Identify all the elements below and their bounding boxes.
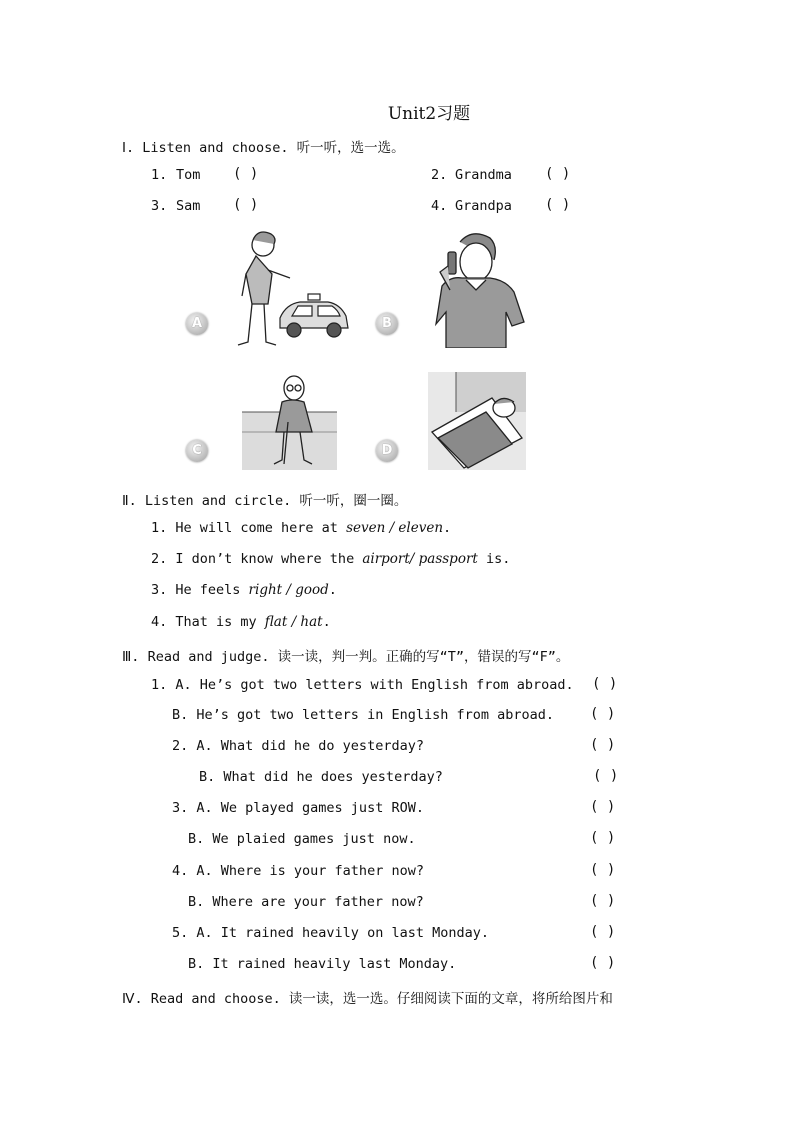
answer-blank[interactable]: ( )	[592, 676, 618, 692]
circle-item-end: .	[443, 520, 452, 536]
question-3-number: 3.	[151, 198, 168, 214]
judge-item-5a: 5. A. It rained heavily on last Monday.	[172, 925, 489, 941]
circle-item-4	[151, 614, 331, 630]
answer-blank[interactable]: ( )	[590, 893, 616, 909]
picture-label-a: A	[186, 313, 208, 335]
section-3-heading: Ⅲ. Read and judge. 读一读，判一判。正确的写“T”，错误的写“F”。	[122, 649, 570, 665]
question-2-number: 2.	[431, 167, 448, 183]
circle-choice[interactable]: airport/ passport	[362, 551, 478, 567]
question-1-name: Tom	[176, 167, 201, 183]
judge-item-2b: B. What did he does yesterday?	[199, 769, 443, 785]
section-2-heading: Ⅱ. Listen and circle. 听一听，圈一圈。	[122, 493, 408, 509]
answer-blank[interactable]: ( )	[233, 197, 259, 213]
judge-item-2a: 2. A. What did he do yesterday?	[172, 738, 424, 754]
circle-choice[interactable]: flat / hat	[264, 614, 323, 630]
old-man-with-cane-picture	[242, 372, 337, 470]
answer-blank[interactable]: ( )	[593, 768, 619, 784]
answer-blank[interactable]: ( )	[590, 955, 616, 971]
answer-blank[interactable]: ( )	[590, 830, 616, 846]
circle-item-text: 2. I don’t know where the	[151, 551, 363, 567]
question-1-number: 1.	[151, 167, 168, 183]
answer-blank[interactable]: ( )	[590, 799, 616, 815]
judge-item-3b: B. We plaied games just now.	[188, 831, 416, 847]
circle-choice[interactable]: right / good	[248, 582, 329, 598]
question-3-name: Sam	[176, 198, 201, 214]
answer-blank[interactable]: ( )	[233, 166, 259, 182]
question-4-number: 4.	[431, 198, 448, 214]
circle-item-1	[151, 520, 451, 536]
question-4-name: Grandpa	[455, 198, 512, 214]
circle-item-3	[151, 582, 337, 598]
question-2-name: Grandma	[455, 167, 512, 183]
picture-label-c: C	[186, 440, 208, 462]
boy-with-taxi-picture	[228, 230, 353, 350]
answer-blank[interactable]: ( )	[545, 197, 571, 213]
section-1-heading: Ⅰ. Listen and choose. 听一听，选一选。	[122, 140, 405, 156]
section-4-heading: Ⅳ. Read and choose. 读一读，选一选。仔细阅读下面的文章，将所给图片和	[122, 991, 613, 1007]
circle-choice[interactable]: seven / eleven	[346, 520, 444, 536]
judge-item-1a: 1. A. He’s got two letters with English from abroad.	[151, 677, 574, 693]
answer-blank[interactable]: ( )	[590, 862, 616, 878]
judge-item-4a: 4. A. Where is your father now?	[172, 863, 424, 879]
man-on-phone-picture	[428, 230, 533, 348]
judge-item-5b: B. It rained heavily last Monday.	[188, 956, 457, 972]
answer-blank[interactable]: ( )	[590, 737, 616, 753]
circle-item-text: 3. He feels	[151, 582, 249, 598]
circle-item-end: is.	[477, 551, 511, 567]
person-in-bed-picture	[428, 372, 526, 470]
answer-blank[interactable]: ( )	[590, 706, 616, 722]
circle-item-text: 1. He will come here at	[151, 520, 347, 536]
answer-blank[interactable]: ( )	[590, 924, 616, 940]
circle-item-2	[151, 551, 510, 567]
judge-item-3a: 3. A. We played games just ROW.	[172, 800, 424, 816]
judge-item-4b: B. Where are your father now?	[188, 894, 424, 910]
picture-label-d: D	[376, 440, 398, 462]
picture-label-b: B	[376, 313, 398, 335]
circle-item-text: 4. That is my	[151, 614, 265, 630]
circle-item-end: .	[328, 582, 337, 598]
circle-item-end: .	[322, 614, 331, 630]
page-title: Unit2习题	[387, 104, 471, 124]
judge-item-1b: B. He’s got two letters in English from abroad.	[172, 707, 555, 723]
answer-blank[interactable]: ( )	[545, 166, 571, 182]
